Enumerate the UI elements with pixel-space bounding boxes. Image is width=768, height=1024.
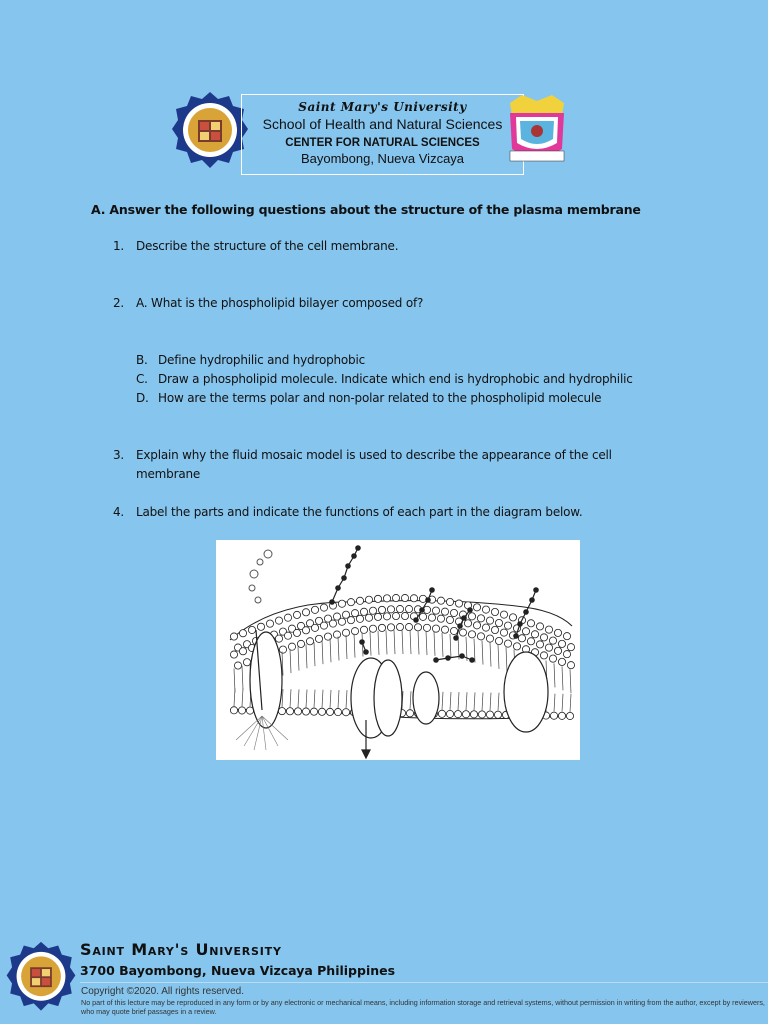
sugar-unit bbox=[364, 650, 368, 654]
phospholipid-head bbox=[320, 622, 327, 629]
phospholipid-head bbox=[446, 710, 453, 717]
phospholipid-head bbox=[320, 604, 327, 611]
phospholipid-tail bbox=[434, 632, 435, 656]
sugar-unit bbox=[352, 554, 356, 558]
phospholipid-head bbox=[438, 710, 445, 717]
phospholipid-head bbox=[311, 624, 318, 631]
sugar-unit bbox=[446, 656, 450, 660]
sugar-unit bbox=[524, 610, 528, 614]
phospholipid-head bbox=[455, 600, 462, 607]
phospholipid-head bbox=[279, 646, 286, 653]
phospholipid-tail bbox=[330, 638, 331, 662]
phospholipid-tail bbox=[490, 693, 491, 711]
phospholipid-head bbox=[536, 623, 543, 630]
phospholipid-head bbox=[230, 633, 237, 640]
phospholipid-head bbox=[387, 624, 394, 631]
phospholipid-tail bbox=[426, 631, 427, 655]
phospholipid-head bbox=[437, 597, 444, 604]
phospholipid-head bbox=[468, 613, 475, 620]
phospholipid-head bbox=[310, 708, 317, 715]
phospholipid-head bbox=[392, 594, 399, 601]
phospholipid-head bbox=[387, 606, 394, 613]
phospholipid-head bbox=[406, 710, 413, 717]
phospholipid-head bbox=[365, 614, 372, 621]
phospholipid-head bbox=[432, 625, 439, 632]
phospholipid-head bbox=[351, 628, 358, 635]
phospholipid-head bbox=[491, 608, 498, 615]
sugar-unit bbox=[356, 546, 360, 550]
phospholipid-head bbox=[495, 619, 502, 626]
phospholipid-tail bbox=[298, 647, 299, 671]
phospholipid-tail bbox=[282, 689, 283, 707]
phospholipid-head bbox=[477, 633, 484, 640]
sugar-unit bbox=[430, 588, 434, 592]
phospholipid-head bbox=[306, 638, 313, 645]
phospholipid-tail bbox=[474, 692, 475, 710]
phospholipid-tail bbox=[458, 692, 459, 710]
phospholipid-tail bbox=[386, 630, 387, 654]
phospholipid-tail bbox=[242, 666, 243, 690]
phospholipid-head bbox=[365, 596, 372, 603]
phospholipid-tail bbox=[498, 645, 499, 669]
phospholipid-head bbox=[266, 620, 273, 627]
phospholipid-head bbox=[450, 627, 457, 634]
phospholipid-head bbox=[527, 638, 534, 645]
phospholipid-head bbox=[410, 595, 417, 602]
phospholipid-head bbox=[473, 604, 480, 611]
phospholipid-head bbox=[558, 640, 565, 647]
phospholipid-head bbox=[473, 622, 480, 629]
sugar-unit bbox=[514, 634, 518, 638]
phospholipid-head bbox=[315, 635, 322, 642]
phospholipid-head bbox=[482, 606, 489, 613]
phospholipid-head bbox=[284, 614, 291, 621]
phospholipid-head bbox=[338, 600, 345, 607]
phospholipid-tail bbox=[314, 642, 315, 666]
phospholipid-head bbox=[468, 631, 475, 638]
sugar-unit bbox=[530, 598, 534, 602]
phospholipid-head bbox=[477, 615, 484, 622]
phospholipid-tail bbox=[322, 690, 323, 708]
phospholipid-head bbox=[545, 644, 552, 651]
phospholipid-head bbox=[500, 629, 507, 636]
phospholipid-tail bbox=[370, 632, 371, 656]
question-number: 2. bbox=[113, 296, 125, 310]
phospholipid-head bbox=[504, 640, 511, 647]
phospholipid-tail bbox=[322, 640, 323, 664]
phospholipid-head bbox=[482, 624, 489, 631]
university-name: Saint Mary's University bbox=[298, 100, 467, 114]
phospholipid-tail bbox=[490, 643, 491, 667]
phospholipid-head bbox=[293, 611, 300, 618]
phospholipid-head bbox=[230, 651, 237, 658]
phospholipid-tail bbox=[338, 637, 339, 661]
phospholipid-tail bbox=[450, 634, 451, 658]
phospholipid-tail bbox=[394, 630, 395, 654]
phospholipid-head bbox=[441, 626, 448, 633]
phospholipid-head bbox=[419, 613, 426, 620]
phospholipid-head bbox=[360, 608, 367, 615]
phospholipid-head bbox=[297, 640, 304, 647]
sugar-unit bbox=[420, 608, 424, 612]
footer-university-seal-icon bbox=[6, 941, 76, 1017]
sub-question-text: How are the terms polar and non-polar related to the phospholipid molecule bbox=[158, 391, 602, 405]
phospholipid-head bbox=[495, 637, 502, 644]
phospholipid-tail bbox=[418, 630, 419, 654]
phospholipid-head bbox=[405, 623, 412, 630]
footer-university-name: Saint Mary's University bbox=[80, 940, 282, 959]
phospholipid-head bbox=[302, 609, 309, 616]
phospholipid-head bbox=[333, 631, 340, 638]
sugar-unit bbox=[426, 598, 430, 602]
question-text: Explain why the fluid mosaic model is used to describe the appearance of the cell membrane bbox=[136, 448, 612, 481]
phospholipid-head bbox=[446, 616, 453, 623]
sugar-unit bbox=[434, 658, 438, 662]
phospholipid-head bbox=[558, 658, 565, 665]
phospholipid-tail bbox=[562, 666, 563, 690]
footer-notice: No part of this lecture may be reproduced in any form or by any electronic or mechanical means, including information storage and retrieval systems, without permission in writing from the author, except by reviewers, who may quote brief passages in a review. bbox=[81, 998, 765, 1016]
phospholipid-tail bbox=[306, 644, 307, 668]
phospholipid-head bbox=[239, 630, 246, 637]
footer-copyright: Copyright ©2020. All rights reserved. bbox=[81, 986, 245, 997]
phospholipid-tail bbox=[402, 630, 403, 654]
phospholipid-head bbox=[491, 626, 498, 633]
school-seal-icon bbox=[502, 93, 572, 169]
phospholipid-head bbox=[356, 597, 363, 604]
phospholipid-head bbox=[432, 607, 439, 614]
phospholipid-head bbox=[567, 644, 574, 651]
phospholipid-head bbox=[369, 607, 376, 614]
phospholipid-tail bbox=[354, 634, 355, 658]
phospholipid-tail bbox=[506, 647, 507, 671]
sugar-unit bbox=[460, 654, 464, 658]
phospholipid-head bbox=[405, 605, 412, 612]
phospholipid-head bbox=[378, 624, 385, 631]
phospholipid-head bbox=[554, 629, 561, 636]
sugar-unit bbox=[336, 586, 340, 590]
phospholipid-head bbox=[347, 599, 354, 606]
phospholipid-head bbox=[513, 643, 520, 650]
phospholipid-head bbox=[486, 711, 493, 718]
phospholipid-tail bbox=[314, 690, 315, 708]
phospholipid-tail bbox=[290, 649, 291, 673]
phospholipid-head bbox=[509, 614, 516, 621]
phospholipid-head bbox=[257, 623, 264, 630]
question-text: Label the parts and indicate the functions of each part in the diagram below. bbox=[136, 505, 583, 519]
phospholipid-head bbox=[540, 634, 547, 641]
phospholipid-head bbox=[239, 648, 246, 655]
phospholipid-head bbox=[284, 632, 291, 639]
phospholipid-head bbox=[518, 635, 525, 642]
phospholipid-head bbox=[324, 633, 331, 640]
phospholipid-head bbox=[550, 712, 557, 719]
phospholipid-tail bbox=[290, 689, 291, 707]
phospholipid-tail bbox=[554, 694, 555, 712]
phospholipid-head bbox=[464, 620, 471, 627]
phospholipid-tail bbox=[330, 690, 331, 708]
sub-question-letter: C. bbox=[136, 372, 148, 386]
phospholipid-tail bbox=[498, 693, 499, 711]
phospholipid-head bbox=[374, 613, 381, 620]
phospholipid-tail bbox=[242, 688, 243, 706]
phospholipid-tail bbox=[234, 669, 235, 693]
sugar-unit bbox=[534, 588, 538, 592]
phospholipid-head bbox=[329, 620, 336, 627]
sugar-unit bbox=[518, 622, 522, 626]
phospholipid-tail bbox=[306, 690, 307, 708]
phospholipid-head bbox=[248, 626, 255, 633]
question-number: 4. bbox=[113, 505, 125, 519]
phospholipid-head bbox=[549, 637, 556, 644]
phospholipid-head bbox=[563, 651, 570, 658]
sub-question-text: Draw a phospholipid molecule. Indicate which end is hydrophobic and hydrophilic bbox=[158, 372, 633, 386]
phospholipid-tail bbox=[570, 669, 571, 693]
question-number: 1. bbox=[113, 239, 125, 253]
phospholipid-tail bbox=[482, 692, 483, 710]
campus-location: Bayombong, Nueva Vizcaya bbox=[300, 151, 465, 166]
section-title: A. Answer the following questions about the structure of the plasma membrane bbox=[91, 202, 641, 217]
phospholipid-tail bbox=[442, 633, 443, 657]
fluid-mosaic-membrane-drawing bbox=[216, 540, 580, 760]
phospholipid-head bbox=[441, 608, 448, 615]
phospholipid-head bbox=[554, 647, 561, 654]
phospholipid-head bbox=[378, 606, 385, 613]
phospholipid-head bbox=[302, 708, 309, 715]
phospholipid-head bbox=[326, 708, 333, 715]
phospholipid-head bbox=[293, 629, 300, 636]
phospholipid-head bbox=[540, 652, 547, 659]
phospholipid-head bbox=[450, 609, 457, 616]
sub-question-letter: B. bbox=[136, 353, 148, 367]
phospholipid-head bbox=[563, 633, 570, 640]
sugar-unit bbox=[360, 640, 364, 644]
sub-question-letter: D. bbox=[136, 391, 149, 405]
phospholipid-head bbox=[288, 643, 295, 650]
phospholipid-head bbox=[446, 598, 453, 605]
phospholipid-head bbox=[230, 707, 237, 714]
phospholipid-head bbox=[302, 627, 309, 634]
phospholipid-head bbox=[423, 624, 430, 631]
phospholipid-head bbox=[414, 624, 421, 631]
phospholipid-head bbox=[243, 659, 250, 666]
phospholipid-head bbox=[437, 615, 444, 622]
phospholipid-head bbox=[504, 622, 511, 629]
phospholipid-head bbox=[238, 707, 245, 714]
question-number: 3. bbox=[113, 448, 125, 462]
phospholipid-head bbox=[527, 620, 534, 627]
phospholipid-head bbox=[462, 711, 469, 718]
center-name: CENTER FOR NATURAL SCIENCES bbox=[285, 137, 480, 149]
phospholipid-head bbox=[311, 606, 318, 613]
sugar-unit bbox=[470, 658, 474, 662]
phospholipid-tail bbox=[298, 689, 299, 707]
phospholipid-head bbox=[383, 595, 390, 602]
phospholipid-head bbox=[342, 709, 349, 716]
phospholipid-head bbox=[486, 635, 493, 642]
phospholipid-head bbox=[396, 623, 403, 630]
phospholipid-tail bbox=[410, 691, 411, 709]
phospholipid-head bbox=[383, 613, 390, 620]
phospholipid-tail bbox=[570, 694, 571, 712]
phospholipid-head bbox=[486, 617, 493, 624]
footer-divider bbox=[80, 982, 768, 983]
phospholipid-head bbox=[459, 629, 466, 636]
phospholipid-head bbox=[470, 711, 477, 718]
phospholipid-head bbox=[374, 595, 381, 602]
phospholipid-head bbox=[275, 635, 282, 642]
phospholipid-head bbox=[275, 617, 282, 624]
university-seal-icon bbox=[172, 91, 248, 175]
phospholipid-head bbox=[531, 631, 538, 638]
sugar-unit bbox=[462, 616, 466, 620]
sugar-unit bbox=[468, 608, 472, 612]
letterhead bbox=[241, 94, 524, 175]
phospholipid-head bbox=[369, 625, 376, 632]
phospholipid-head bbox=[396, 605, 403, 612]
membrane-diagram bbox=[216, 540, 580, 760]
phospholipid-head bbox=[360, 626, 367, 633]
sugar-unit bbox=[414, 618, 418, 622]
phospholipid-head bbox=[566, 712, 573, 719]
sugar-unit bbox=[330, 600, 334, 604]
phospholipid-head bbox=[294, 708, 301, 715]
phospholipid-head bbox=[234, 662, 241, 669]
phospholipid-head bbox=[549, 655, 556, 662]
phospholipid-tail bbox=[554, 663, 555, 687]
phospholipid-tail bbox=[482, 641, 483, 665]
phospholipid-head bbox=[545, 626, 552, 633]
footer-address: 3700 Bayombong, Nueva Vizcaya Philippines bbox=[80, 963, 396, 978]
phospholipid-head bbox=[454, 710, 461, 717]
phospholipid-head bbox=[478, 711, 485, 718]
sub-question-text: Define hydrophilic and hydrophobic bbox=[158, 353, 365, 367]
phospholipid-head bbox=[522, 628, 529, 635]
sugar-unit bbox=[458, 624, 462, 628]
phospholipid-tail bbox=[338, 690, 339, 708]
phospholipid-tail bbox=[410, 630, 411, 654]
phospholipid-tail bbox=[562, 694, 563, 712]
phospholipid-head bbox=[347, 617, 354, 624]
phospholipid-tail bbox=[378, 631, 379, 655]
phospholipid-tail bbox=[346, 635, 347, 659]
phospholipid-head bbox=[338, 618, 345, 625]
sugar-unit bbox=[346, 564, 350, 568]
phospholipid-tail bbox=[346, 690, 347, 708]
question-text: A. What is the phospholipid bilayer composed of? bbox=[136, 296, 424, 310]
phospholipid-head bbox=[356, 615, 363, 622]
phospholipid-head bbox=[318, 708, 325, 715]
school-name: School of Health and Natural Sciences bbox=[262, 116, 503, 132]
phospholipid-head bbox=[536, 641, 543, 648]
phospholipid-head bbox=[494, 711, 501, 718]
phospholipid-tail bbox=[442, 692, 443, 710]
phospholipid-head bbox=[286, 708, 293, 715]
phospholipid-tail bbox=[450, 692, 451, 710]
question-text: Describe the structure of the cell membrane. bbox=[136, 239, 399, 253]
sugar-unit bbox=[454, 636, 458, 640]
phospholipid-head bbox=[392, 612, 399, 619]
phospholipid-head bbox=[428, 614, 435, 621]
phospholipid-head bbox=[558, 712, 565, 719]
phospholipid-head bbox=[567, 662, 574, 669]
phospholipid-head bbox=[334, 708, 341, 715]
sugar-unit bbox=[342, 576, 346, 580]
phospholipid-head bbox=[500, 611, 507, 618]
phospholipid-head bbox=[401, 612, 408, 619]
phospholipid-head bbox=[401, 594, 408, 601]
phospholipid-tail bbox=[466, 692, 467, 710]
